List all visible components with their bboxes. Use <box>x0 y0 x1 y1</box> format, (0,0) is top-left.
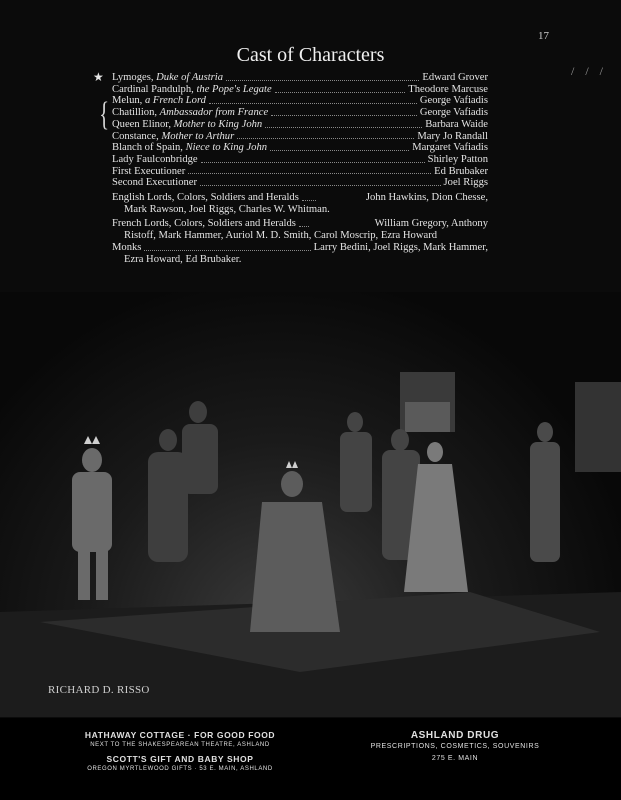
cast-row <box>112 72 488 84</box>
cast-role: Second Executioner <box>112 177 198 189</box>
cast-role: Queen Elinor, Mother to King John <box>112 118 263 130</box>
leader-dots <box>201 161 425 163</box>
cast-actor: Barbara Waide <box>425 118 488 130</box>
leader-dots <box>275 91 406 93</box>
cast-actor-continued: Ezra Howard, Ed Brubaker. <box>124 253 242 265</box>
cast-row <box>112 154 488 166</box>
leader-dots <box>144 249 310 251</box>
cast-role: Cardinal Pandulph, the Pope's Legate <box>112 83 272 95</box>
cast-row <box>112 131 488 143</box>
cast-actor-continued: Ristoff, Mark Hammer, Auriol M. D. Smith, Carol Moscrip, Ezra Howard <box>124 230 438 242</box>
cast-actor: William Gregory, Anthony <box>374 218 488 230</box>
ad-heading: HATHAWAY COTTAGE · FOR GOOD FOOD <box>84 730 276 740</box>
cast-role: Lady Faulconbridge <box>112 153 198 165</box>
cast-role: Melun, a French Lord <box>112 95 206 107</box>
cast-group <box>112 218 488 241</box>
cast-actor: Joel Riggs <box>443 177 488 189</box>
leader-dots <box>188 172 431 174</box>
cast-role: Constance, Mother to Arthur <box>112 130 235 142</box>
cast-row <box>112 107 488 119</box>
cast-actor: John Hawkins, Dion Chesse, <box>365 192 488 204</box>
cast-actor-continued: Mark Rawson, Joel Riggs, Charles W. Whitman. <box>124 203 330 215</box>
leader-dots <box>209 102 417 104</box>
cast-role: English Lords, Colors, Soldiers and Heralds <box>112 192 299 204</box>
ad-subtext: PRESCRIPTIONS, COSMETICS, SOUVENIRS <box>370 743 540 750</box>
leader-dots <box>271 114 417 116</box>
ad-subtext: OREGON MYRTLEWOOD GIFTS · 53 E. MAIN, ASHLAND <box>87 766 273 772</box>
page-title: Cast of Characters <box>236 44 385 66</box>
ad-heading: SCOTT'S GIFT AND BABY SHOP <box>106 754 254 764</box>
cast-actor: George Vafiadis <box>419 95 488 107</box>
cast-actor: Margaret Vafiadis <box>412 142 488 154</box>
cast-row <box>112 84 488 96</box>
cast-role: French Lords, Colors, Soldiers and Heralds <box>112 218 296 230</box>
cast-actor: Shirley Patton <box>427 153 488 165</box>
cast-role: Lymoges, Duke of Austria <box>112 72 224 83</box>
cast-row <box>112 119 488 131</box>
cast-group <box>112 192 488 215</box>
ad-subtext: 275 E. MAIN <box>431 755 479 762</box>
stage-scene-illustration <box>0 292 621 717</box>
corner-marks: / / / <box>570 64 607 78</box>
cast-actor: Ed Brubaker <box>434 165 488 177</box>
leader-dots <box>270 149 409 151</box>
leader-dots <box>302 199 316 201</box>
ad-right <box>330 730 580 765</box>
leader-dots <box>299 225 309 227</box>
star-icon: ★ <box>93 70 104 84</box>
leader-dots <box>237 137 414 139</box>
cast-row <box>112 95 488 107</box>
leader-dots <box>226 79 419 81</box>
leader-dots <box>200 184 441 186</box>
cast-row <box>112 166 488 178</box>
brace-icon: { <box>99 96 110 133</box>
advertisement-bar <box>0 718 621 800</box>
cast-row <box>112 177 488 189</box>
cast-group <box>112 242 488 265</box>
cast-actor: Edward Grover <box>422 72 488 83</box>
ad-left <box>40 730 320 778</box>
cast-actor: Theodore Marcuse <box>408 83 488 95</box>
ad-subtext: NEXT TO THE SHAKESPEAREAN THEATRE, ASHLAND <box>90 742 270 748</box>
cast-list <box>112 72 488 265</box>
photo-credit: RICHARD D. RISSO <box>48 684 150 696</box>
page-number: 17 <box>538 30 549 42</box>
cast-actor: George Vafiadis <box>419 107 488 119</box>
ad-heading: ASHLAND DRUG <box>410 730 500 741</box>
cast-row <box>112 218 488 230</box>
cast-role: Blanch of Spain, Niece to King John <box>112 142 268 154</box>
cast-row <box>112 142 488 154</box>
cast-role: First Executioner <box>112 165 186 177</box>
leader-dots <box>265 126 422 128</box>
cast-row <box>112 192 488 204</box>
cast-actor: Larry Bedini, Joel Riggs, Mark Hammer, <box>313 241 488 253</box>
stage-photo <box>0 292 621 717</box>
cast-actor: Mary Jo Randall <box>417 130 488 142</box>
cast-role: Monks <box>112 241 142 253</box>
cast-row <box>112 242 488 254</box>
cast-role: Chatillion, Ambassador from France <box>112 107 269 119</box>
